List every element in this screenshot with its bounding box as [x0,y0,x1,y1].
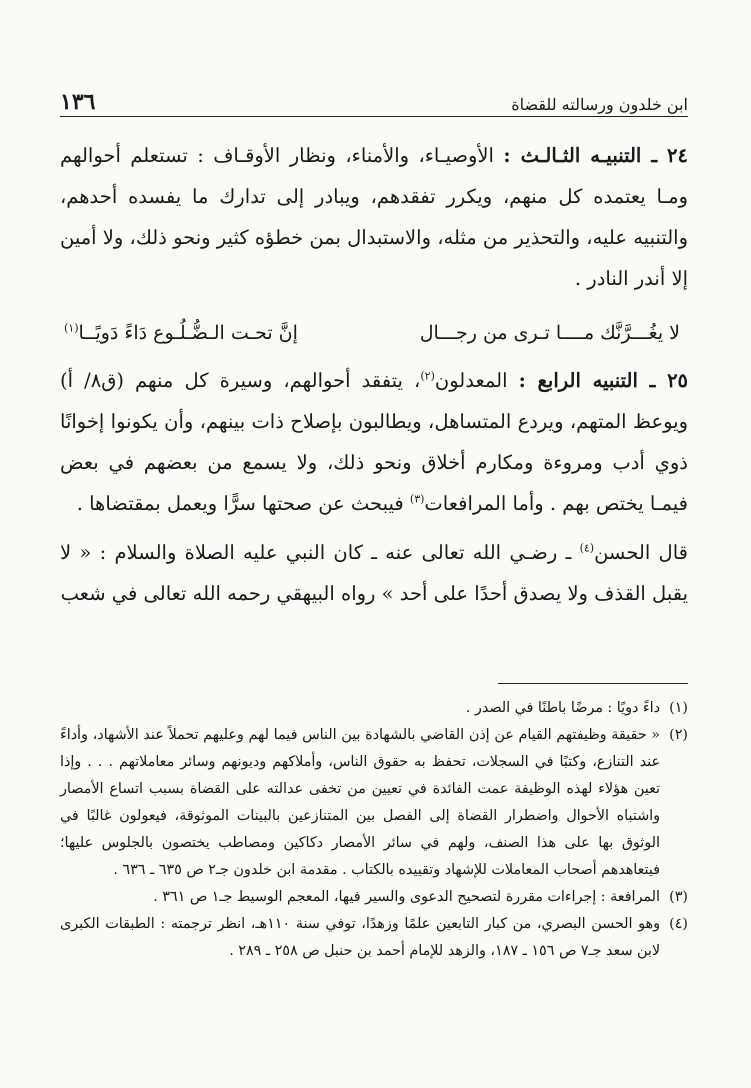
book-page [60,85,688,1045]
paragraph-25: ٢٥ ـ التنبيه الرابع : المعدلون$^{(٢)}$، يتفقد أحوالهم، وسيرة كل منهم (ق٨/ أ) ويوعظ المتهم، ويردع المتساهل، ويطالبون بإصلاح ذات بينهم، وأن يكونوا إخوانًا ذوي أدب ومروءة ومكارم أخلاق ونحو ذلك، ولا يسمع من بعضهم في بعض فيمـا يختص بهم . وأما المرافعات$^{(٣)}$ فيبحث عن صحتها سرًّا ويعمل بمقتضاها . [60,369,689,515]
footnote-ref-3[interactable]: (٣) [409,492,425,506]
poetry-verse [60,313,688,354]
footnote-text: وهو الحسن البصري، من كبار التابعين علمًا وزهدًا، توفي سنة ١١٠هـ، انظر ترجمته : الطبقات الكبرى لابن سعد جـ٧ ص ١٥٦ ـ ١٨٧، والزهد للإمام أحمد بن حنبل ص ٢٥٨ ـ ٢٨٩ . [60,916,660,959]
footnote-number: (٢) [669,727,688,743]
paragraph-24 [60,135,688,299]
footnote-item [60,722,688,884]
footnote-separator [498,683,688,684]
footnote-ref-2[interactable]: (٢) [420,369,435,383]
footnote-text: داءً دويًا : مرضًا باطنًا في الصدر . [465,700,660,716]
footnotes [60,695,688,965]
running-title: ابن خلدون ورسالته للقضاة [511,95,688,114]
main-text [60,135,688,614]
footnote-number: (٣) [669,889,688,905]
section-label-25: ٢٥ ـ التنبيه الرابع : [518,369,689,392]
footnote-text: المرافعة : إجراءات مقررة لتصحيح الدعوى والسير فيها، المعجم الوسيط جـ١ ص ٣٦١ . [153,889,660,905]
page-number: ١٣٦ [60,89,96,115]
footnote-text: « حقيقة وظيفتهم القيام عن إذن القاضي بالشهادة بين الناس فيما لهم وعليهم تحملاً عند الأشهاد، وأداءً عند التنازع، وكتبًا في السجلات، تحفظ به حقوق الناس، وأملاكهم وديونهم وسائر معاملاتهم . . . وإذا تعين هؤلاء لهذه الوظيفة عمت الفائدة في تعيين من تخفى عدالته على القضاة بسبب اتساع الأمصار واشتباه الأحوال واضطرار القضاة إلى الفصل بين المتنازعين بالبينات الموثوقة، فيعولون غالبًا في الوثوق بها على هذا الصنف، ولهم في سائر الأمصار دكاكين ومصاطب يختصون بالجلوس عليها؛ فيتعاهدهم أصحاب المعاملات للإشهاد وتقييده بالكتاب . مقدمة ابن خلدون جـ٢ ص ٦٣٥ ـ ٦٣٦ . [60,727,661,878]
footnote-ref-4[interactable]: (٤) [579,541,595,555]
section-label-24: ٢٤ ـ التنبيـه الثـالـث : [503,144,688,167]
verse-second-hemistich: إنَّ تحـت الـضُّـلُـوع دَاءً دَويًــا$^{(١)}$ [64,321,298,344]
page-header [60,85,688,117]
paragraph-24-text: الأوصيـاء، والأمناء، ونظار الأوقـاف : تستعلم أحوالهم ومـا يعتمده كل منهم، ويكرر تفقدهم، ويبادر إلى تدارك ما يفسده أحدهم، والتنبيه عليه، والتحذير من مثله، والاستبدال بمن خطؤه كثير ونحو ذلك، ولا أمين إلا أندر النادر . [60,144,688,290]
footnote-item [60,695,688,722]
verse-first-hemistich: لا يغُـــرَّنَّك مــــا تـرى من رجـــال [419,322,680,344]
footnote-item [60,884,688,911]
footnote-number: (١) [669,700,688,716]
footnote-ref-1[interactable]: (١) [64,321,79,335]
footnote-number: (٤) [669,916,688,932]
paragraph-26: قال الحسن$^{(٤)}$ ـ رضـي الله تعالى عنه ـ كان النبي عليه الصلاة والسلام : « لا يقبل القذف ولا يصدق أحدًا على أحد » رواه البيهقي رحمه الله تعالى في شعب [60,541,688,605]
footnote-item [60,911,688,965]
